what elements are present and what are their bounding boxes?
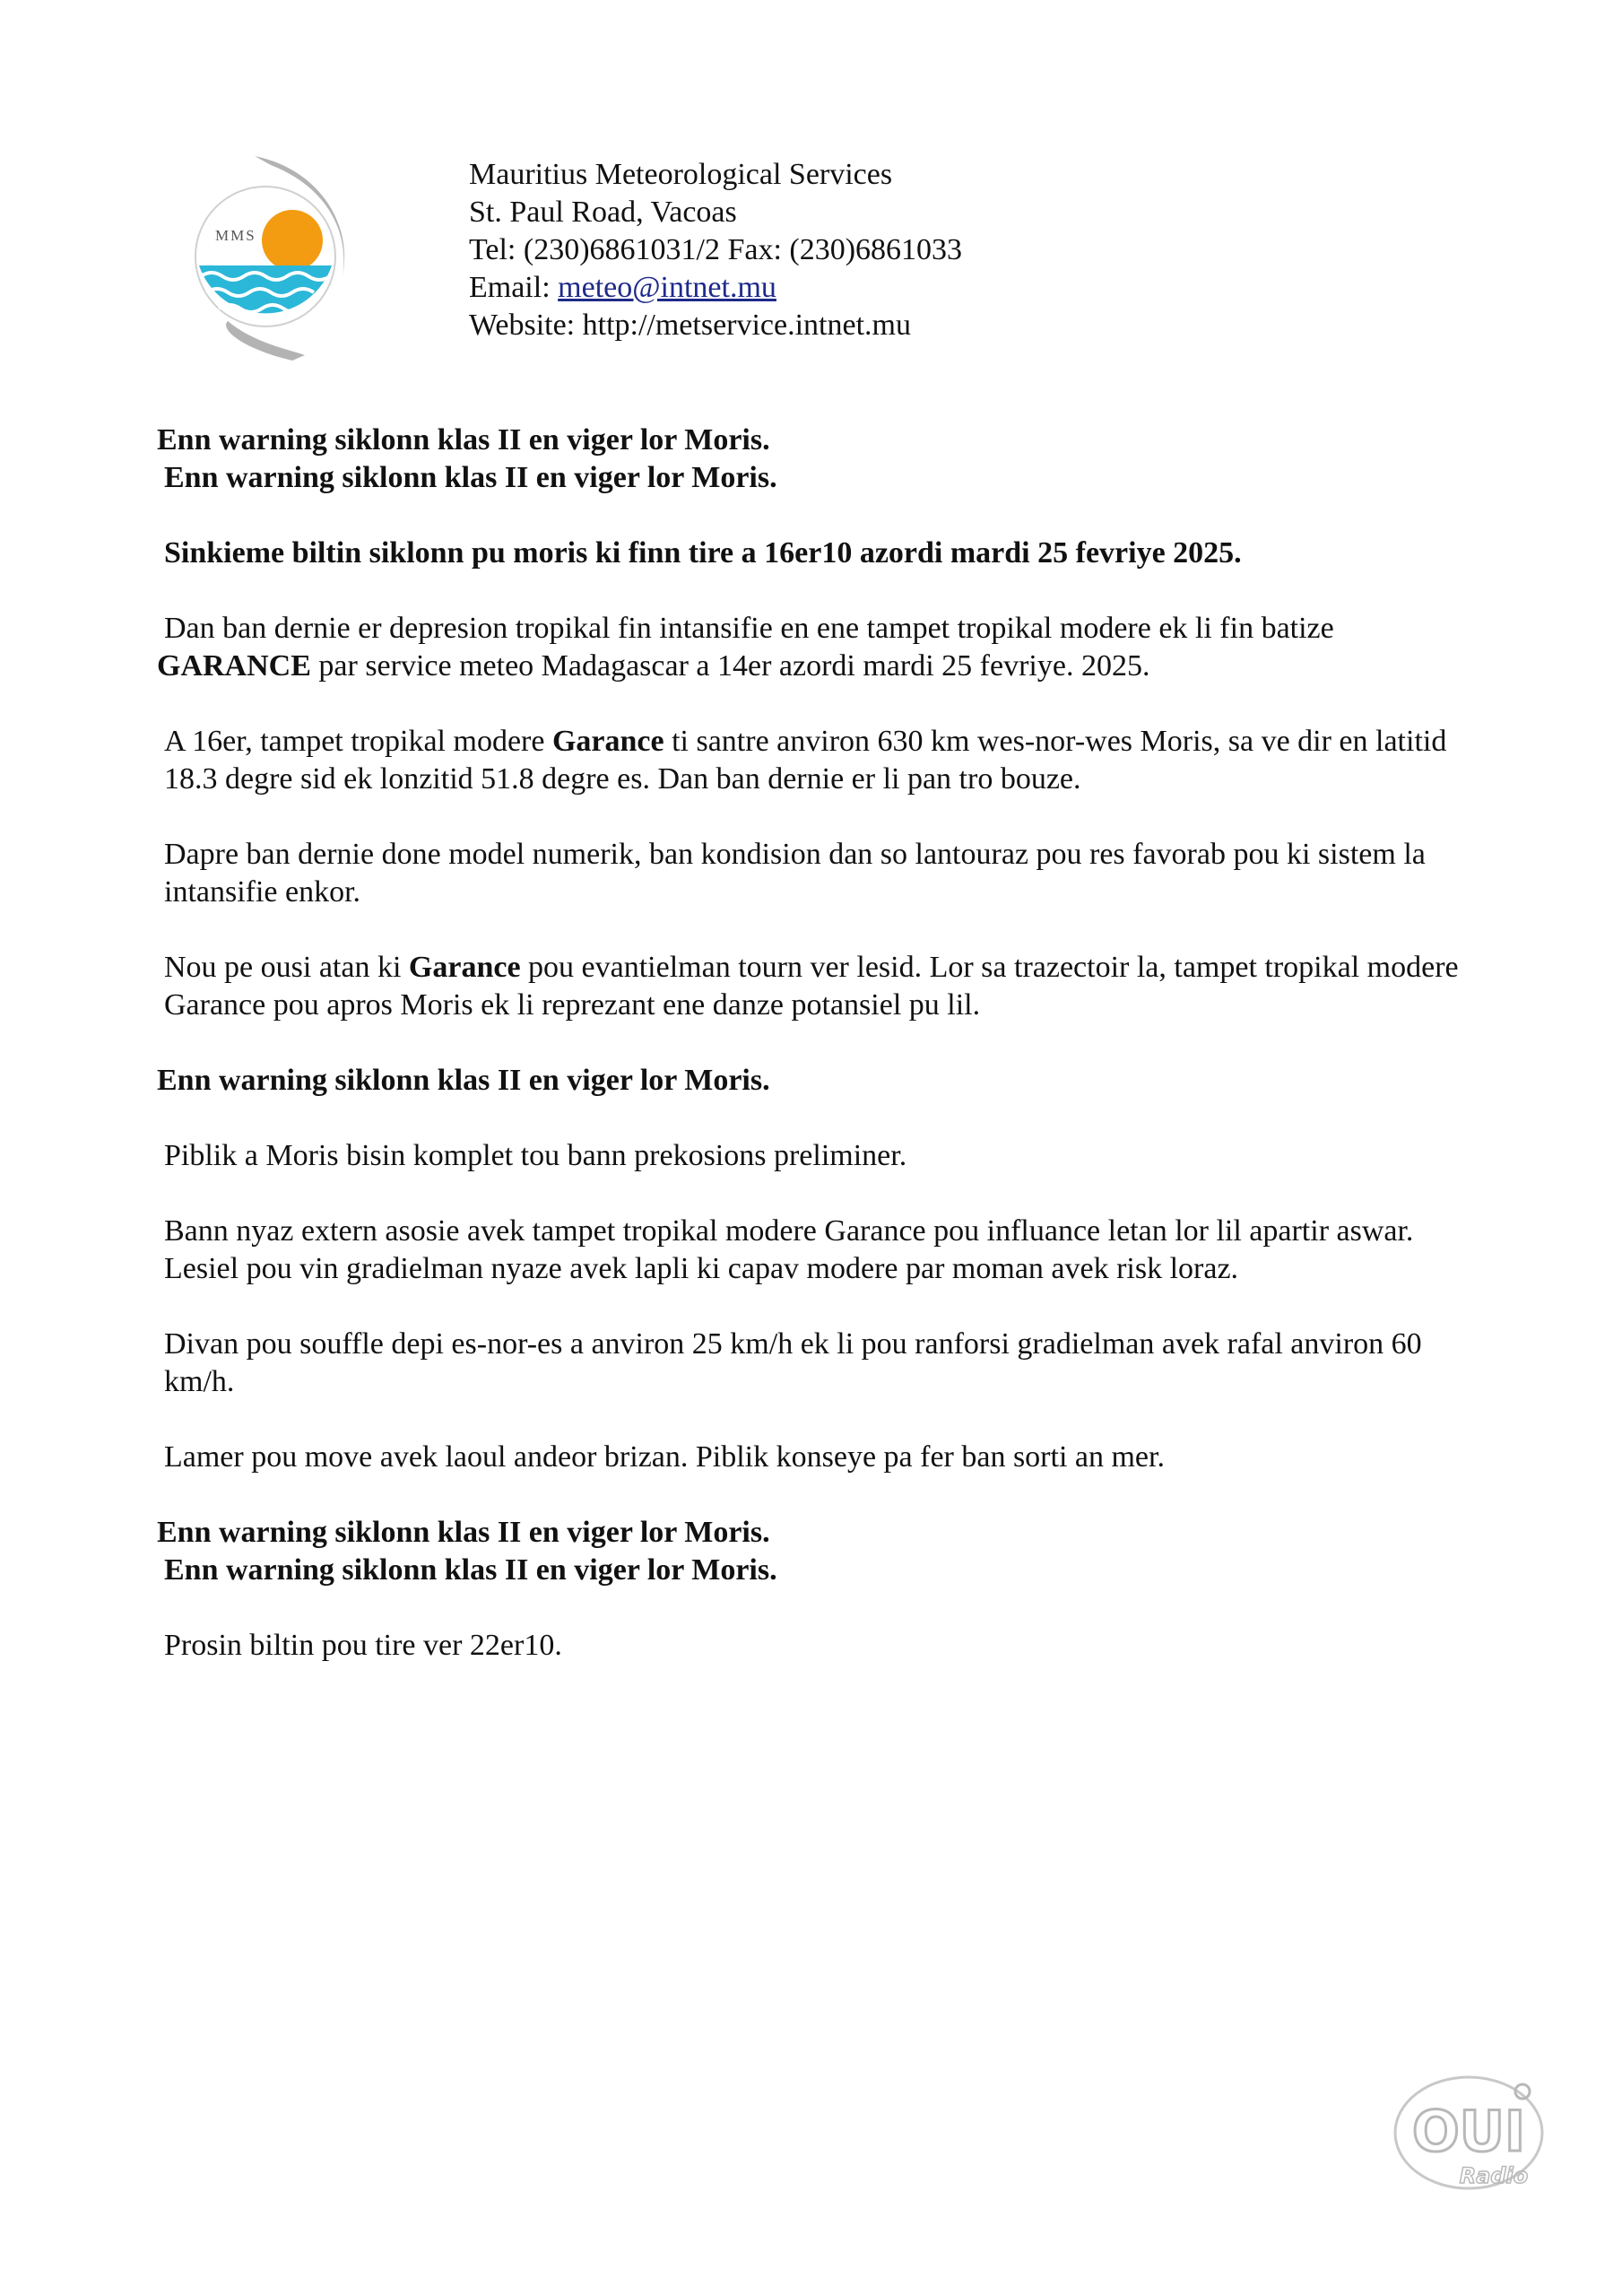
p2-text-a: A 16er, tampet tropikal modere [164, 725, 552, 758]
warning-line: Enn warning siklonn klas II en viger lor Moris. [157, 1516, 770, 1549]
paragraph-forecast: Dapre ban dernie done model numerik, ban kondision dan so lantouraz pou res favorab pou ki sistem la intansifie enkor. [164, 838, 1426, 909]
paragraph-position [157, 723, 1475, 798]
watermark-sub: Radio [1459, 2163, 1529, 2188]
mms-logo [192, 151, 359, 366]
logo-text: MMS [215, 227, 256, 244]
paragraph-weather: Bann nyaz extern asosie avek tampet tropikal modere Garance pou influance letan lor lil apartir aswar. Lesiel pou vin gradielman nyaze avek lapli ki capav modere par moman avek risk loraz. [164, 1214, 1414, 1285]
paragraph-wind: Divan pou souffle depi es-nor-es a anviron 25 km/h ek li pou ranforsi gradielman avek rafal anviron 60 km/h. [164, 1327, 1422, 1398]
paragraph-track [157, 949, 1475, 1024]
paragraph-sea: Lamer pou move avek laoul andeor brizan. Piblik konseye pa fer ban sorti an mer. [164, 1440, 1165, 1474]
org-name: Mauritius Meteorological Services [469, 158, 893, 191]
warning-line: Enn warning siklonn klas II en viger lor Moris. [157, 423, 770, 457]
warning-line: Enn warning siklonn klas II en viger lor Moris. [164, 1553, 777, 1587]
p2-text-b: ti santre anviron 630 km wes-nor-wes Moris, sa ve dir en latitid 18.3 degre sid ek lonzitid 51.8 degre es. Dan ban dernie er li pan tro bouze. [164, 725, 1447, 796]
next-bulletin: Prosin biltin pou tire ver 22er10. [164, 1629, 562, 1662]
email-link[interactable]: meteo@intnet.mu [558, 271, 776, 304]
org-email-line [469, 269, 962, 307]
org-tel-fax: Tel: (230)6861031/2 Fax: (230)6861033 [469, 233, 963, 266]
warning-block-top [157, 422, 1475, 497]
warning-line: Enn warning siklonn klas II en viger lor Moris. [164, 461, 777, 494]
p4-text-a: Nou pe ousi atan ki [164, 951, 409, 984]
logo-sun [262, 210, 323, 271]
storm-name: Garance [408, 951, 521, 984]
paragraph-precautions: Piblik a Moris bisin komplet tou bann prekosions preliminer. [164, 1139, 907, 1172]
watermark-brand: OUI [1411, 2099, 1526, 2164]
p4-text-b: pou evantielman tourn ver lesid. Lor sa trazectoir la, tampet tropikal modere Garance pou apros Moris ek li reprezant ene danze potansiel pu lil. [164, 951, 1459, 1022]
storm-name: GARANCE [157, 649, 311, 683]
org-website: Website: http://metservice.intnet.mu [469, 309, 911, 342]
p1-text-b: par service meteo Madagascar a 14er azordi mardi 25 fevriye. 2025. [310, 649, 1150, 683]
org-address: St. Paul Road, Vacoas [469, 196, 737, 229]
storm-name: Garance [551, 725, 664, 758]
p1-text-a: Dan ban dernie er depresion tropikal fin intansifie en ene tampet tropikal modere ek li fin batize [164, 612, 1334, 645]
bulletin-body [157, 422, 1475, 1702]
warning-line: Enn warning siklonn klas II en viger lor Moris. [157, 1064, 770, 1097]
paragraph-naming [157, 610, 1475, 685]
warning-block-bottom [157, 1514, 1475, 1589]
bulletin-headline: Sinkieme biltin siklonn pu moris ki finn tire a 16er10 azordi mardi 25 fevriye 2025. [164, 536, 1242, 570]
oui-radio-watermark [1388, 2065, 1558, 2199]
header-contact-block [469, 156, 962, 344]
email-label: Email: [469, 271, 559, 304]
